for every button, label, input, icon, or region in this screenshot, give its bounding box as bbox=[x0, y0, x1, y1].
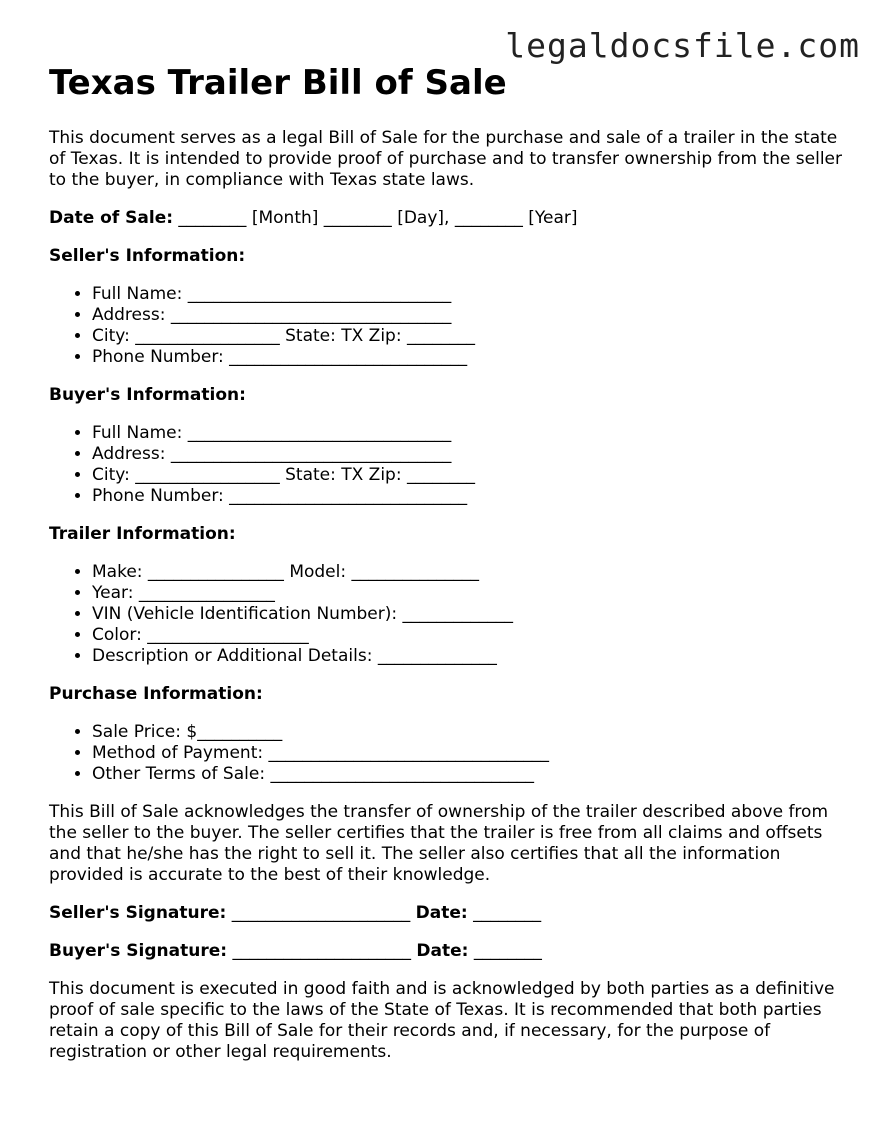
buyer-signature-label: Buyer's Signature: bbox=[49, 941, 228, 961]
trailer-heading: Trailer Information: bbox=[49, 524, 236, 544]
seller-signature-blank: _____________________ bbox=[226, 903, 416, 923]
date-of-sale bbox=[49, 208, 849, 229]
trailer-color: • Color: ___________________ bbox=[92, 625, 849, 646]
date-of-sale-value: ________ [Month] ________ [Day], ________ [Year] bbox=[173, 208, 578, 228]
document-body bbox=[49, 62, 849, 1063]
intro-paragraph: This document serves as a legal Bill of Sale for the purchase and sale of a trailer in the state of Texas. It is intended to provide proof of purchase and to transfer ownership from the seller to the buyer, in compliance with Texas state laws. bbox=[49, 128, 842, 190]
seller-city-state-zip: • City: _________________ State: TX Zip: ________ bbox=[92, 326, 849, 347]
trailer-make-model: • Make: ________________ Model: _______________ bbox=[92, 562, 849, 583]
buyer-city-state-zip: • City: _________________ State: TX Zip: ________ bbox=[92, 465, 849, 486]
purchase-heading: Purchase Information: bbox=[49, 684, 263, 704]
buyer-date-label: Date: bbox=[416, 941, 469, 961]
purchase-method: • Method of Payment: _________________________________ bbox=[92, 743, 849, 764]
seller-list bbox=[49, 284, 849, 368]
trailer-vin: • VIN (Vehicle Identification Number): _____________ bbox=[92, 604, 849, 625]
page-title: Texas Trailer Bill of Sale bbox=[49, 63, 507, 103]
purchase-sale-price: • Sale Price: $__________ bbox=[92, 722, 849, 743]
buyer-signature-blank: _____________________ bbox=[227, 941, 417, 961]
purchase-list bbox=[49, 722, 849, 785]
seller-phone: • Phone Number: ____________________________ bbox=[92, 347, 849, 368]
buyer-phone: • Phone Number: ____________________________ bbox=[92, 486, 849, 507]
closing-paragraph: This document is executed in good faith and is acknowledged by both parties as a definitive proof of sale specific to the laws of the State of Texas. It is recommended that both parties retain a copy of this Bill of Sale for their records and, if necessary, for the purpose of registration or other legal requirements. bbox=[49, 979, 835, 1062]
buyer-address: • Address: _________________________________ bbox=[92, 444, 849, 465]
watermark: legaldocsfile.com bbox=[505, 26, 860, 65]
seller-signature-label: Seller's Signature: bbox=[49, 903, 227, 923]
seller-full-name: • Full Name: _______________________________ bbox=[92, 284, 849, 305]
seller-date-blank: ________ bbox=[467, 903, 542, 923]
seller-signature-line bbox=[49, 903, 849, 924]
buyer-signature-line bbox=[49, 941, 849, 962]
buyer-heading: Buyer's Information: bbox=[49, 385, 246, 405]
buyer-list bbox=[49, 423, 849, 507]
seller-address: • Address: _________________________________ bbox=[92, 305, 849, 326]
date-of-sale-label: Date of Sale: bbox=[49, 208, 174, 228]
trailer-list bbox=[49, 562, 849, 667]
trailer-year: • Year: ________________ bbox=[92, 583, 849, 604]
buyer-full-name: • Full Name: _______________________________ bbox=[92, 423, 849, 444]
acknowledgment-paragraph: This Bill of Sale acknowledges the transfer of ownership of the trailer described above from the seller to the buyer. The seller certifies that the trailer is free from all claims and offsets and that he/she has the right to sell it. The seller also certifies that all the information provided is accurate to the best of their knowledge. bbox=[49, 802, 829, 885]
seller-date-label: Date: bbox=[415, 903, 468, 923]
purchase-other-terms: • Other Terms of Sale: _______________________________ bbox=[92, 764, 849, 785]
seller-heading: Seller's Information: bbox=[49, 246, 246, 266]
trailer-description: • Description or Additional Details: ______________ bbox=[92, 646, 849, 667]
buyer-date-blank: ________ bbox=[468, 941, 542, 961]
